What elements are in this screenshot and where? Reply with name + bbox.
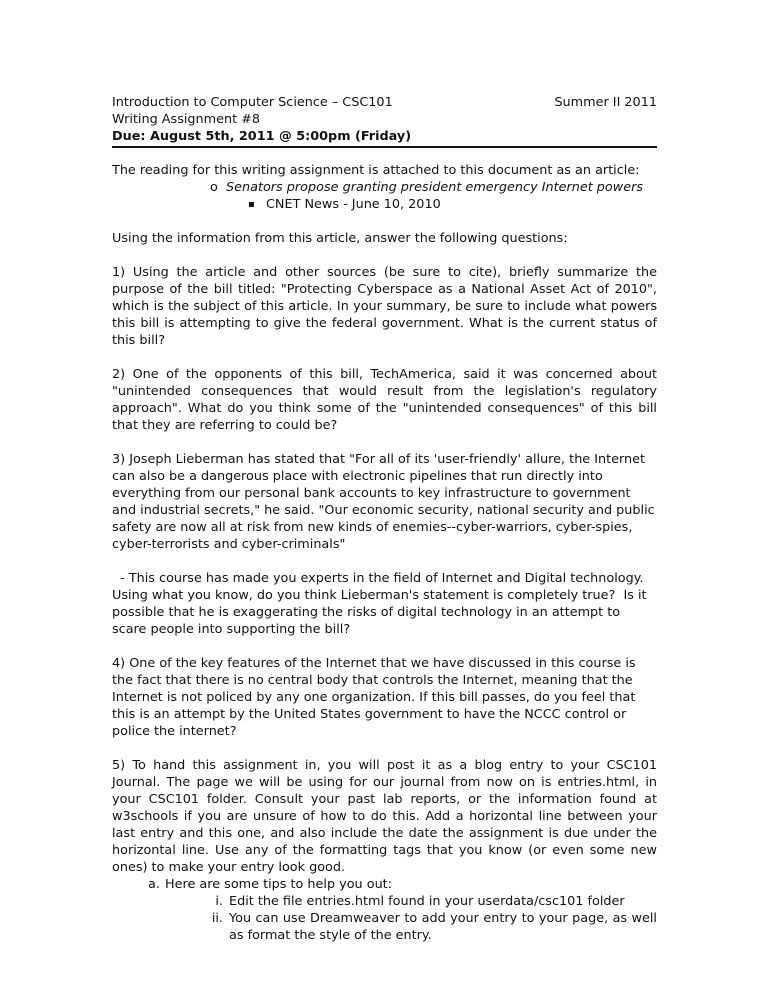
due-date: Due: August 5th, 2011 @ 5:00pm (Friday) xyxy=(112,129,412,144)
question-1: 1) Using the article and other sources (be sure to cite), briefly summarize the purpose of the bill titled: "Protecting Cyberspace as a National Asset Act of 2010", which is the subject of this article. In your summary, be sure to include what powers this bill is attempting to give the federal government. What is the current status of this bill? xyxy=(112,265,657,348)
question-3-followup: - This course has made you experts in the field of Internet and Digital technology. Using what you know, do you think Lieberman's statement is completely true? Is it possible that he is exaggerating the risks of digital technology in an attempt to scare people into supporting the bill? xyxy=(112,571,652,637)
intro-paragraph xyxy=(112,162,657,213)
question-2: 2) One of the opponents of this bill, TechAmerica, said it was concerned about "unintended consequences that would result from the legislation's regulatory approach". What do you think some of the "unintended consequences" of this bill that they are referring to could be? xyxy=(112,367,657,433)
tip-marker: i. xyxy=(215,894,223,909)
tips-marker: a. xyxy=(148,877,160,892)
header-divider xyxy=(112,146,657,148)
question-5: 5) To hand this assignment in, you will post it as a blog entry to your CSC101 Journal. The page we will be using for our journal from now on is entries.html, in your CSC101 folder. Consult your past lab reports, or the information found at w3schools if you are unsure of how to do this. Add a horizontal line between your last entry and this one, and also include the date the assignment is due under the horizontal line. Use any of the formatting tags that you know (or even some new ones) to make your entry look good. xyxy=(112,758,657,875)
instructions: Using the information from this article, answer the following questions: xyxy=(112,231,568,246)
tip-text: Edit the file entries.html found in your userdata/csc101 folder xyxy=(229,894,625,909)
question-3: 3) Joseph Lieberman has stated that "For all of its 'user-friendly' allure, the Internet can also be a dangerous place with electronic pipelines that run directly into everything from our personal bank accounts to key infrastructure to government and industrial secrets," he said. "Our economic security, national security and public safety are now all at risk from new kinds of enemies--cyber-warriors, cyber-spies, cyber-terrorists and cyber-criminals" xyxy=(112,452,655,552)
document-header xyxy=(112,94,657,145)
tip-item xyxy=(209,910,657,944)
square-bullet-icon: ▪ xyxy=(248,199,255,210)
tips-heading-item xyxy=(148,876,657,893)
tips-heading: Here are some tips to help you out: xyxy=(165,877,393,892)
circle-bullet-icon: o xyxy=(210,180,218,195)
article-source: CNET News - June 10, 2010 xyxy=(266,197,441,212)
article-title: Senators propose granting president emergency Internet powers xyxy=(226,180,644,195)
intro-text: The reading for this writing assignment is attached to this document as an article: xyxy=(112,163,640,178)
document-body xyxy=(112,162,657,944)
term-label: Summer II 2011 xyxy=(554,95,657,110)
question-4: 4) One of the key features of the Internet that we have discussed in this course is the fact that there is no central body that controls the Internet, meaning that the Internet is not policed by any one organization. If this bill passes, do you feel that this is an attempt by the United States government to have the NCCC control or police the internet? xyxy=(112,656,636,739)
tip-text: You can use Dreamweaver to add your entry to your page, as well as format the style of the entry. xyxy=(229,911,657,943)
course-title: Introduction to Computer Science – CSC101 xyxy=(112,95,393,110)
tip-item xyxy=(209,893,657,910)
tip-marker: ii. xyxy=(211,911,223,926)
assignment-title: Writing Assignment #8 xyxy=(112,112,261,127)
